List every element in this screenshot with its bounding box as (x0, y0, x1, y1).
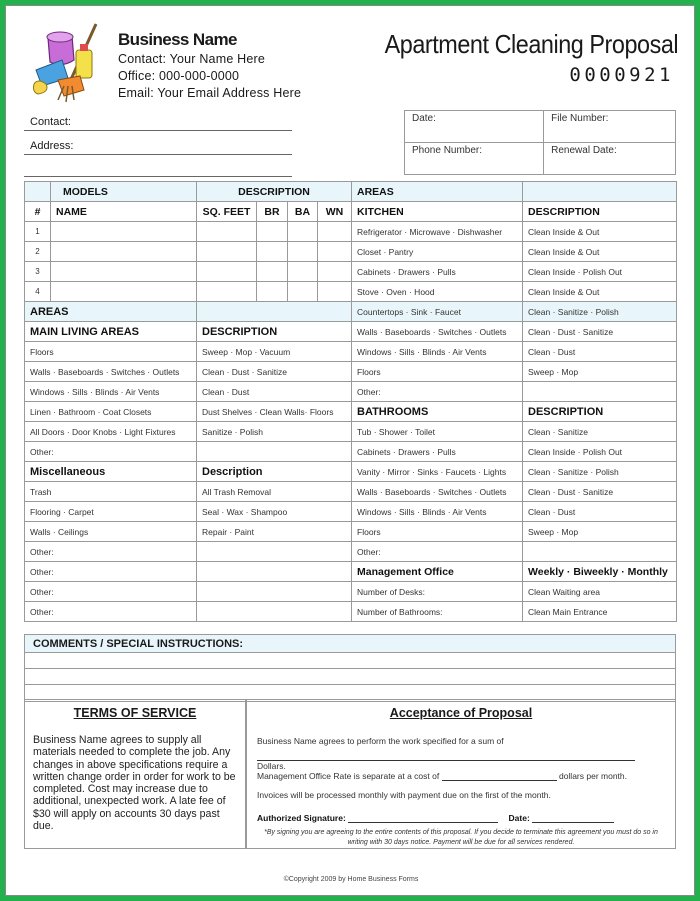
model-ba-cell[interactable] (288, 262, 318, 282)
signature-field[interactable] (348, 813, 498, 823)
description-cell: Clean · Dust (523, 342, 677, 362)
description-cell: Seal · Wax · Shampoo (197, 502, 352, 522)
acceptance-title: Acceptance of Proposal (389, 706, 533, 720)
acceptance-line1: Business Name agrees to perform the work specified for a sum of (257, 736, 504, 746)
cleaning-supplies-icon (28, 20, 110, 104)
areas-header: AREAS (352, 182, 523, 202)
section-title: MAIN LIVING AREAS (25, 322, 197, 342)
model-br-cell[interactable] (257, 242, 288, 262)
area-cell: All Doors · Door Knobs · Light Fixtures (25, 422, 197, 442)
kitchen-desc: Clean Inside & Out (523, 242, 677, 262)
col-num: # (25, 202, 51, 222)
table-row (25, 482, 677, 502)
acceptance-date-field[interactable] (532, 813, 614, 823)
table-row (25, 562, 677, 582)
kitchen-area: Refrigerator · Microwave · Dishwasher (352, 222, 523, 242)
model-ba-cell[interactable] (288, 282, 318, 302)
model-br-cell[interactable] (257, 222, 288, 242)
section-title: Miscellaneous (25, 462, 197, 482)
header-contact: Contact: Your Name Here (118, 52, 266, 66)
description-cell (197, 582, 352, 602)
table-row (25, 262, 677, 282)
disclaimer: *By signing you are agreeing to the entire contents of this proposal. If you decide to terminate this agreement you must do so in writing with 30 days notice. Payment will be due for all services rendered. (264, 829, 658, 846)
table-row (25, 442, 677, 462)
kitchen-desc: Clean Inside & Out (523, 222, 677, 242)
table-row (25, 222, 677, 242)
rate-prefix: Management Office Rate is separate at a cost of (257, 771, 440, 781)
section-title: BATHROOMS (352, 402, 523, 422)
kitchen-desc-title: DESCRIPTION (523, 202, 677, 222)
area-cell: Other: (352, 542, 523, 562)
area-cell: Number of Bathrooms: (352, 602, 523, 622)
model-wn-cell[interactable] (318, 222, 352, 242)
model-ba-cell[interactable] (288, 242, 318, 262)
model-br-cell[interactable] (257, 282, 288, 302)
area-cell: Other: (25, 582, 197, 602)
terms-of-service (24, 699, 246, 849)
model-wn-cell[interactable] (318, 282, 352, 302)
table-header-row (25, 182, 677, 202)
description-cell: Sweep · Mop · Vacuum (197, 342, 352, 362)
area-cell: Other: (352, 382, 523, 402)
invoice-text: Invoices will be processed monthly with payment due on the first of the month. (257, 790, 551, 800)
table-row (25, 362, 677, 382)
kitchen-area: Stove · Oven · Hood (352, 282, 523, 302)
section-desc-title: Description (197, 462, 352, 482)
comments-line[interactable] (25, 653, 675, 669)
kitchen-desc: Clean Inside · Polish Out (523, 262, 677, 282)
rate-field[interactable] (442, 771, 557, 781)
area-cell: Other: (25, 562, 197, 582)
contact-label: Contact: (30, 116, 71, 128)
table-row (25, 382, 677, 402)
models-header: MODELS (51, 182, 197, 202)
date-label: Date: (412, 113, 436, 124)
description-cell: Clean Inside · Polish Out (523, 442, 677, 462)
col-wn: WN (318, 202, 352, 222)
table-row (25, 582, 677, 602)
kitchen-title: KITCHEN (352, 202, 523, 222)
description-cell: All Trash Removal (197, 482, 352, 502)
address-field-2[interactable] (24, 176, 292, 177)
contact-field[interactable] (24, 130, 292, 131)
table-row (25, 422, 677, 442)
area-cell: Walls · Ceilings (25, 522, 197, 542)
model-name-cell[interactable] (51, 222, 197, 242)
file-number-label: File Number: (551, 113, 609, 124)
address-field[interactable] (24, 154, 292, 155)
date-field[interactable] (405, 111, 544, 143)
table-row (25, 462, 677, 482)
terms-text: Business Name agrees to supply all materials needed to complete the job. Any changes in above specifications require a written change order in order for work to be completed. Cost may increase due to additional, unexpected work. A late fee of $30 will apply on accounts 30 days past due. (33, 734, 236, 833)
areas-row (25, 302, 677, 322)
description-cell: Dust Shelves · Clean Walls· Floors (197, 402, 352, 422)
table-row (25, 242, 677, 262)
description-cell: Clean Waiting area (523, 582, 677, 602)
terms-title: TERMS OF SERVICE (73, 706, 197, 720)
area-cell: Windows · Sills · Blinds · Air Vents (352, 502, 523, 522)
section-desc-title: DESCRIPTION (523, 402, 677, 422)
description-cell: Clean · Sanitize · Polish (523, 462, 677, 482)
comments-line[interactable] (25, 669, 675, 685)
model-row-number: 2 (25, 242, 51, 262)
rate-suffix: dollars per month. (558, 771, 628, 781)
description-cell (197, 542, 352, 562)
table-row (25, 522, 677, 542)
signature-label: Authorized Signature: (257, 813, 346, 823)
area-cell: Trash (25, 482, 197, 502)
file-number-field[interactable] (544, 111, 676, 143)
model-sqft-cell[interactable] (197, 242, 257, 262)
section-desc-title: Weekly · Biweekly · Monthly (523, 562, 677, 582)
phone-field[interactable] (405, 143, 544, 175)
area-cell: Floors (25, 342, 197, 362)
area-cell: Windows · Sills · Blinds · Air Vents (25, 382, 197, 402)
renewal-label: Renewal Date: (551, 145, 617, 156)
area-cell: Number of Desks: (352, 582, 523, 602)
area-cell: Windows · Sills · Blinds · Air Vents (352, 342, 523, 362)
model-name-cell[interactable] (51, 262, 197, 282)
description-cell (197, 562, 352, 582)
table-row (25, 322, 677, 342)
model-sqft-cell[interactable] (197, 222, 257, 242)
model-row-number: 1 (25, 222, 51, 242)
table-row (25, 502, 677, 522)
description-cell: Sanitize · Polish (197, 422, 352, 442)
model-ba-cell[interactable] (288, 222, 318, 242)
business-name: Business Name (118, 30, 237, 49)
area-cell: Flooring · Carpet (25, 502, 197, 522)
model-wn-cell[interactable] (318, 262, 352, 282)
table-row (25, 342, 677, 362)
area-cell: Other: (25, 542, 197, 562)
description-cell (197, 602, 352, 622)
area-cell: Floors (352, 522, 523, 542)
header-office: Office: 000-000-0000 (118, 69, 240, 83)
table-subheader-row (25, 202, 677, 222)
table-row (25, 542, 677, 562)
area-cell: Other: (25, 442, 197, 462)
page-title: Apartment Cleaning Proposal (384, 29, 678, 59)
description-cell: Sweep · Mop (523, 362, 677, 382)
address-label: Address: (30, 140, 74, 152)
model-wn-cell[interactable] (318, 242, 352, 262)
model-description-header: DESCRIPTION (197, 182, 352, 202)
dollars-label: Dollars. (257, 761, 286, 771)
description-cell (197, 442, 352, 462)
kitchen-desc: Clean Inside & Out (523, 282, 677, 302)
description-cell: Clean · Sanitize (523, 422, 677, 442)
table-row (25, 402, 677, 422)
proposal-page (5, 5, 695, 896)
comments-box[interactable] (24, 634, 676, 702)
area-cell: Cabinets · Drawers · Pulls (352, 442, 523, 462)
col-name: NAME (51, 202, 197, 222)
areas-label: AREAS (25, 302, 197, 322)
renewal-field[interactable] (544, 143, 676, 175)
table-row (25, 282, 677, 302)
area-cell: Floors (352, 362, 523, 382)
section-title: Management Office (352, 562, 523, 582)
description-cell: Clean · Dust (197, 382, 352, 402)
acceptance-date-label: Date: (508, 813, 530, 823)
services-table (24, 181, 677, 622)
description-cell (523, 542, 677, 562)
model-name-cell[interactable] (51, 282, 197, 302)
proposal-number: 0000921 (569, 64, 674, 86)
model-row-number: 4 (25, 282, 51, 302)
comments-title: COMMENTS / SPECIAL INSTRUCTIONS: (25, 635, 675, 653)
area-cell: Other: (25, 602, 197, 622)
description-cell: Clean · Dust · Sanitize (523, 322, 677, 342)
section-desc-title: DESCRIPTION (197, 322, 352, 342)
model-sqft-cell[interactable] (197, 282, 257, 302)
area-cell: Walls · Baseboards · Switches · Outlets (25, 362, 197, 382)
kitchen-area: Cabinets · Drawers · Pulls (352, 262, 523, 282)
description-cell: Repair · Paint (197, 522, 352, 542)
model-name-cell[interactable] (51, 242, 197, 262)
kitchen-area: Countertops · Sink · Faucet (352, 302, 523, 322)
description-cell: Sweep · Mop (523, 522, 677, 542)
phone-label: Phone Number: (412, 145, 483, 156)
model-br-cell[interactable] (257, 262, 288, 282)
model-sqft-cell[interactable] (197, 262, 257, 282)
acceptance-of-proposal (246, 699, 676, 849)
col-ba: BA (288, 202, 318, 222)
info-box (404, 110, 676, 175)
area-cell: Tub · Shower · Toilet (352, 422, 523, 442)
area-cell: Walls · Baseboards · Switches · Outlets (352, 322, 523, 342)
area-cell: Walls · Baseboards · Switches · Outlets (352, 482, 523, 502)
description-cell: Clean · Dust · Sanitize (197, 362, 352, 382)
area-cell: Linen · Bathroom · Coat Closets (25, 402, 197, 422)
kitchen-area: Closet · Pantry (352, 242, 523, 262)
col-br: BR (257, 202, 288, 222)
model-row-number: 3 (25, 262, 51, 282)
kitchen-desc: Clean · Sanitize · Polish (523, 302, 677, 322)
col-sqft: SQ. FEET (197, 202, 257, 222)
description-cell: Clean · Dust · Sanitize (523, 482, 677, 502)
table-row (25, 602, 677, 622)
description-cell: Clean · Dust (523, 502, 677, 522)
copyright: ©Copyright 2009 by Home Business Forms (283, 876, 419, 883)
sum-field[interactable] (257, 751, 635, 761)
description-cell: Clean Main Entrance (523, 602, 677, 622)
area-cell: Vanity · Mirror · Sinks · Faucets · Lights (352, 462, 523, 482)
header-email: Email: Your Email Address Here (118, 86, 302, 100)
description-cell (523, 382, 677, 402)
